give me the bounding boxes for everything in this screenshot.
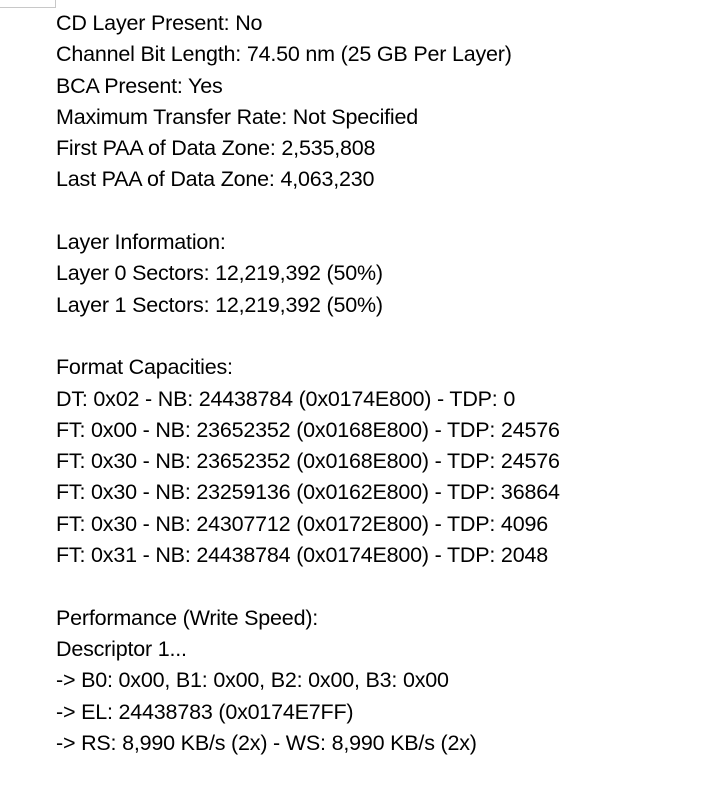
channel-bit-length-line: Channel Bit Length: 74.50 nm (25 GB Per Layer) <box>56 42 512 67</box>
performance-section <box>56 603 696 759</box>
cd-layer-present-line: CD Layer Present: No <box>56 11 263 35</box>
blank-line <box>56 571 696 602</box>
last-paa-line: Last PAA of Data Zone: 4,063,230 <box>56 167 375 192</box>
first-paa-line: First PAA of Data Zone: 2,535,808 <box>56 136 376 161</box>
max-transfer-rate-line: Maximum Transfer Rate: Not Specified <box>56 104 419 129</box>
bca-present-line: BCA Present: Yes <box>56 73 223 98</box>
descriptor-speed-line: -> RS: 8,990 KB/s (2x) - WS: 8,990 KB/s (2x) <box>56 730 477 755</box>
format-capacity-line: FT: 0x00 - NB: 23652352 (0x0168E800) - TDP: 24576 <box>56 417 560 442</box>
layer-info-section <box>56 227 696 321</box>
format-capacity-line: DT: 0x02 - NB: 24438784 (0x0174E800) - TDP: 0 <box>56 386 516 411</box>
format-capacity-line: FT: 0x30 - NB: 23259136 (0x0162E800) - TDP: 36864 <box>56 480 560 505</box>
performance-heading: Performance (Write Speed): <box>56 605 319 630</box>
format-capacity-line: FT: 0x30 - NB: 24307712 (0x0172E800) - TDP: 4096 <box>56 511 548 536</box>
format-capacity-line: FT: 0x31 - NB: 24438784 (0x0174E800) - TDP: 2048 <box>56 543 548 568</box>
format-capacities-heading: Format Capacities: <box>56 355 233 380</box>
layer-0-sectors-line: Layer 0 Sectors: 12,219,392 (50%) <box>56 261 383 286</box>
document-body <box>56 8 696 759</box>
blank-line <box>56 196 696 227</box>
layer-info-heading: Layer Information: <box>56 230 226 255</box>
page-corner-mark <box>0 0 56 8</box>
layer-1-sectors-line: Layer 1 Sectors: 12,219,392 (50%) <box>56 292 383 317</box>
blank-line <box>56 321 696 352</box>
descriptor-el-line: -> EL: 24438783 (0x0174E7FF) <box>56 699 354 724</box>
disc-info-section <box>56 8 696 196</box>
descriptor-line: Descriptor 1... <box>56 636 187 661</box>
format-capacity-line: FT: 0x30 - NB: 23652352 (0x0168E800) - TDP: 24576 <box>56 449 560 474</box>
format-capacities-section <box>56 352 696 571</box>
descriptor-bytes-line: -> B0: 0x00, B1: 0x00, B2: 0x00, B3: 0x00 <box>56 668 449 693</box>
